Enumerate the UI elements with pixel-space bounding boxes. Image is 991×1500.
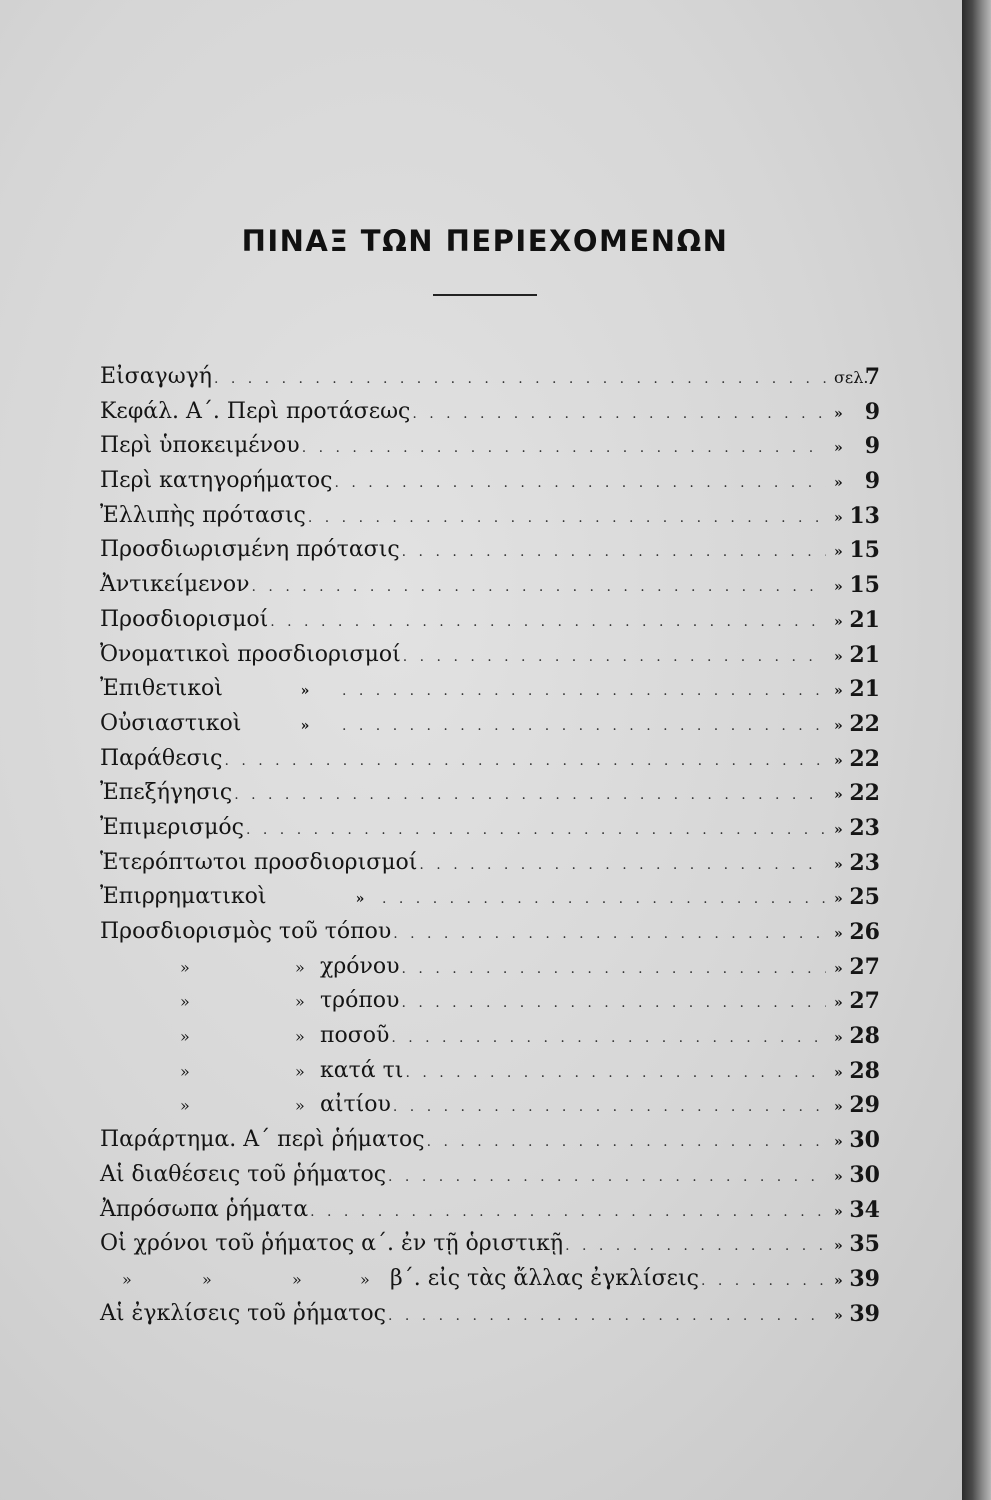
ditto-mark: » xyxy=(834,648,843,665)
toc-entry xyxy=(100,1262,880,1297)
leader-dots xyxy=(425,1125,826,1160)
ditto-mark: » xyxy=(834,856,843,873)
toc-entry xyxy=(100,1193,880,1228)
toc-entry xyxy=(100,395,880,430)
leader-dots xyxy=(389,1021,826,1056)
toc-page-number: 21 xyxy=(849,606,880,633)
ditto-mark: » xyxy=(295,1061,305,1081)
page-title: ΠΙΝΑΞ ΤΩΝ ΠΕΡΙΕΧΟΜΕΝΩΝ xyxy=(241,224,729,259)
toc-page-number: 9 xyxy=(864,398,880,425)
toc-entry-title: Ἐπιρρηματικοὶ xyxy=(100,884,267,910)
leader-dots xyxy=(244,813,826,848)
ditto-mark: » xyxy=(834,1099,843,1116)
ditto-mark: » xyxy=(834,509,843,526)
ditto-mark: » xyxy=(295,1027,305,1047)
toc-entry xyxy=(100,533,880,568)
toc-entry-title: Παράθεσις xyxy=(100,745,223,771)
leader-dots xyxy=(400,535,826,570)
toc-entry-title: Κεφάλ. Α΄. Περὶ προτάσεως xyxy=(100,398,411,424)
ditto-mark: » xyxy=(300,717,310,734)
toc-entry-title: Περὶ ὑποκειμένου xyxy=(100,433,300,459)
ditto-mark: » xyxy=(834,613,843,630)
toc-page-number: 22 xyxy=(849,780,880,807)
ditto-mark: » xyxy=(180,1061,190,1081)
toc-entry-title: Ἐπεξήγησις xyxy=(100,780,233,806)
ditto-mark: » xyxy=(834,579,843,596)
ditto-mark: » xyxy=(834,1064,843,1081)
toc-entry-title: Περὶ κατηγορήματος xyxy=(100,468,333,494)
toc-entry xyxy=(100,880,880,915)
toc-page-number: 35 xyxy=(849,1231,880,1258)
toc-entry-title: Οὐσιαστικοὶ xyxy=(100,710,242,736)
toc-entry-title: Ἀπρόσωπα ῥήματα xyxy=(100,1196,309,1222)
toc-page-number: 9 xyxy=(864,433,880,460)
leader-dots xyxy=(417,848,826,883)
ditto-mark: » xyxy=(834,752,843,769)
toc-entry xyxy=(100,1227,880,1262)
table-of-contents xyxy=(100,360,880,1331)
leader-dots xyxy=(391,917,826,952)
toc-page-number: 23 xyxy=(849,849,880,876)
toc-page-number: 25 xyxy=(849,884,880,911)
leader-dots xyxy=(222,744,826,779)
leader-dots xyxy=(391,1090,826,1125)
toc-entry-title: Οἱ χρόνοι τοῦ ῥήματος α΄. ἐν τῇ ὁριστικῇ xyxy=(100,1231,564,1257)
ditto-mark: » xyxy=(834,1238,843,1255)
leader-dots xyxy=(563,1229,826,1264)
toc-page-number: 27 xyxy=(849,988,880,1015)
ditto-mark: » xyxy=(180,957,190,977)
toc-page-number: 26 xyxy=(849,919,880,945)
ditto-mark: » xyxy=(360,1269,370,1289)
toc-entry-title: αἰτίου xyxy=(320,1092,391,1118)
leader-dots xyxy=(306,501,826,536)
toc-entry xyxy=(100,499,880,534)
toc-page-number: 21 xyxy=(849,641,880,668)
toc-page-number: 29 xyxy=(849,1092,880,1119)
ditto-mark: » xyxy=(834,821,843,838)
toc-entry xyxy=(100,429,880,464)
toc-entry-title: Αἱ ἐγκλίσεις τοῦ ῥήματος xyxy=(100,1300,386,1326)
ditto-mark: » xyxy=(834,1272,843,1289)
ditto-mark: » xyxy=(122,1269,132,1289)
ditto-mark: » xyxy=(295,957,305,977)
toc-page-number: 39 xyxy=(849,1265,880,1292)
toc-entry-title: Ἐπιμερισμός xyxy=(100,814,244,840)
ditto-mark: » xyxy=(834,440,843,457)
ditto-mark: » xyxy=(834,960,843,977)
leader-dots xyxy=(340,709,826,744)
ditto-mark: » xyxy=(834,1030,843,1047)
toc-page-number: 23 xyxy=(849,814,880,841)
toc-page-number: 28 xyxy=(849,1023,880,1050)
ditto-mark: » xyxy=(834,787,843,804)
ditto-mark: » xyxy=(834,544,843,561)
ditto-mark: » xyxy=(180,1027,190,1047)
toc-page-number: 15 xyxy=(849,572,880,599)
toc-page-number: 9 xyxy=(864,468,880,495)
ditto-mark: » xyxy=(355,891,365,908)
toc-entry xyxy=(100,360,880,395)
toc-page-number: 13 xyxy=(849,502,880,529)
toc-entry xyxy=(100,984,880,1019)
toc-entry-title: Αἱ διαθέσεις τοῦ ῥήματος xyxy=(100,1161,387,1187)
toc-entry-title: Ὀνοματικοὶ προσδιορισμοί xyxy=(100,641,401,667)
toc-entry-title: Προσδιορισμοί xyxy=(100,606,269,632)
toc-entry-title: τρόπου xyxy=(320,988,400,1014)
ditto-mark: » xyxy=(295,992,305,1012)
ditto-mark: » xyxy=(295,1096,305,1116)
toc-entry xyxy=(100,464,880,499)
toc-entry-title: Εἰσαγωγή xyxy=(100,364,212,389)
toc-entry xyxy=(100,1123,880,1158)
toc-entry xyxy=(100,638,880,673)
toc-entry xyxy=(100,672,880,707)
ditto-mark: » xyxy=(834,926,843,942)
toc-entry xyxy=(100,1088,880,1123)
leader-dots xyxy=(386,1160,826,1195)
toc-entry-title: χρόνου xyxy=(320,953,400,979)
toc-entry-title: Προσδιορισμὸς τοῦ τόπου xyxy=(100,919,392,944)
ditto-mark: » xyxy=(834,475,843,492)
toc-page-number: 22 xyxy=(849,710,880,737)
toc-entry-title: Ἐπιθετικοὶ xyxy=(100,676,223,702)
ditto-mark: » xyxy=(834,1307,843,1324)
ditto-mark: » xyxy=(202,1269,212,1289)
toc-entry-title: Ἑτερόπτωτοι προσδιορισμοί xyxy=(100,849,418,875)
ditto-mark: » xyxy=(834,405,843,422)
toc-entry xyxy=(100,603,880,638)
leader-dots xyxy=(300,431,826,466)
toc-entry-title: β΄. εἰς τὰς ἄλλας ἐγκλίσεις xyxy=(390,1265,699,1291)
leader-dots xyxy=(308,1195,826,1230)
toc-entry-title: Προσδιωρισμένη πρότασις xyxy=(100,537,400,563)
leader-dots xyxy=(212,362,826,397)
ditto-mark: » xyxy=(834,891,843,908)
leader-dots xyxy=(399,986,826,1021)
leader-dots xyxy=(250,570,826,605)
page-ref-label: σελ. xyxy=(834,368,869,387)
toc-entry xyxy=(100,776,880,811)
toc-page-number: 21 xyxy=(849,676,880,703)
toc-entry xyxy=(100,846,880,881)
ditto-mark: » xyxy=(180,1096,190,1116)
toc-page-number: 34 xyxy=(849,1196,880,1223)
ditto-mark: » xyxy=(834,1134,843,1151)
leader-dots xyxy=(699,1264,826,1299)
ditto-mark: » xyxy=(834,1203,843,1220)
leader-dots xyxy=(232,778,826,813)
toc-page-number: 39 xyxy=(849,1300,880,1327)
toc-entry-title: ποσοῦ xyxy=(320,1023,390,1049)
toc-entry xyxy=(100,1158,880,1193)
toc-entry-title: Ἐλλιπὴς πρότασις xyxy=(100,502,306,528)
title-rule xyxy=(433,294,537,296)
toc-page-number: 30 xyxy=(849,1127,880,1154)
ditto-mark: » xyxy=(834,717,843,734)
toc-entry xyxy=(100,811,880,846)
toc-page-number: 28 xyxy=(849,1057,880,1084)
ditto-mark: » xyxy=(300,683,310,700)
leader-dots xyxy=(380,882,826,917)
leader-dots xyxy=(268,605,826,640)
ditto-mark: » xyxy=(834,995,843,1012)
leader-dots xyxy=(333,466,827,501)
toc-entry xyxy=(100,707,880,742)
toc-entry xyxy=(100,915,880,950)
toc-entry xyxy=(100,742,880,777)
ditto-mark: » xyxy=(180,992,190,1012)
toc-entry xyxy=(100,950,880,985)
toc-entry-title: Παράρτημα. Α΄ περὶ ῥήματος xyxy=(100,1127,425,1153)
toc-page-number: 15 xyxy=(849,537,880,564)
leader-dots xyxy=(403,1056,826,1091)
leader-dots xyxy=(386,1299,826,1334)
leader-dots xyxy=(410,397,826,432)
ditto-mark: » xyxy=(834,1168,843,1185)
toc-page-number: 27 xyxy=(849,953,880,980)
leader-dots xyxy=(400,952,826,987)
leader-dots xyxy=(340,674,826,709)
toc-entry-title: κατά τι xyxy=(320,1057,404,1083)
book-spine-shadow xyxy=(962,0,991,1500)
toc-entry xyxy=(100,1019,880,1054)
leader-dots xyxy=(401,640,826,675)
toc-entry xyxy=(100,568,880,603)
toc-entry xyxy=(100,1297,880,1332)
ditto-mark: » xyxy=(834,683,843,700)
toc-entry xyxy=(100,1054,880,1089)
toc-page-number: 30 xyxy=(849,1161,880,1188)
ditto-mark: » xyxy=(292,1269,302,1289)
toc-entry-title: Ἀντικείμενον xyxy=(100,572,250,598)
toc-page-number: 22 xyxy=(849,745,880,772)
toc-page-number: 7 xyxy=(864,364,880,390)
